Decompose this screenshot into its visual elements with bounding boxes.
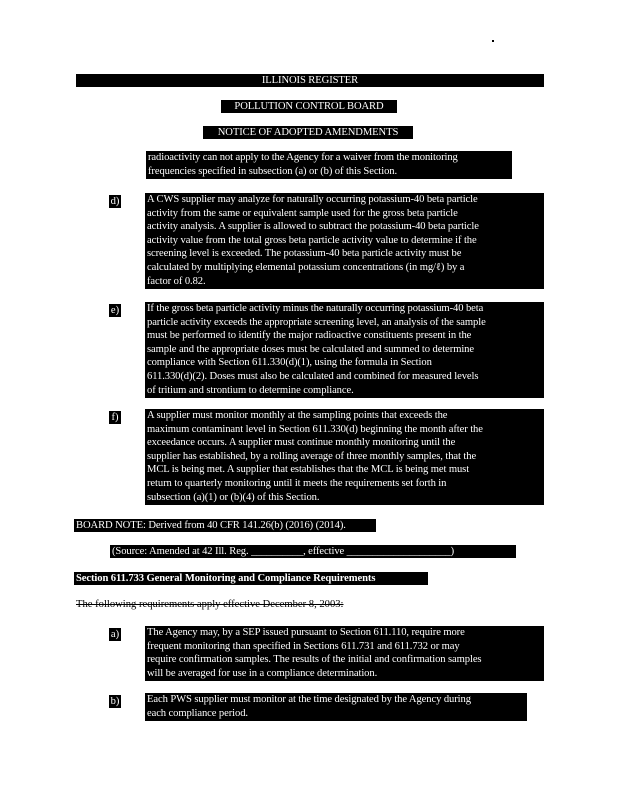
continuation-line: frequencies specified in subsection (a) or (b) of this Section. (148, 165, 398, 177)
paragraph-d (145, 193, 544, 289)
paragraph-line: will be averaged for use in a compliance determination. (147, 667, 378, 679)
paragraph-line: each compliance period. (147, 707, 248, 719)
paragraph-line: particle activity exceeds the appropriate screening level, an analysis of the sample (147, 316, 486, 328)
paragraph-f (145, 409, 544, 505)
paragraph-line: require confirmation samples. The results of the initial and confirmation samples (147, 654, 482, 666)
paragraph-line: of tritium and strontium to determine compliance. (147, 384, 354, 396)
paragraph-line: activity from the same or equivalent sample used for the gross beta particle (147, 207, 458, 219)
register-title: ILLINOIS REGISTER (76, 74, 544, 87)
paragraph-b (145, 693, 527, 721)
paragraph-label-e: e) (110, 305, 120, 316)
paragraph-line: A supplier must monitor monthly at the sampling points that exceeds the (147, 410, 448, 421)
paragraph-line: maximum contaminant level in Section 611.330(d) beginning the month after the (147, 423, 483, 435)
paragraph-label-a: a) (110, 629, 120, 640)
paragraph-line: activity value from the total gross beta particle activity value to determine if the (147, 234, 477, 246)
paragraph-line: factor of 0.82. (147, 275, 206, 287)
paragraph-line: exceedance occurs. A supplier must continue monthly monitoring until the (147, 437, 456, 449)
paragraph-line: calculated by multiplying elemental potassium concentrations (in mg/ℓ) by a (147, 261, 465, 273)
source-line: (Source: Amended at 42 Ill. Reg. __________, effective ____________________) (110, 545, 516, 558)
board-title: POLLUTION CONTROL BOARD (221, 100, 397, 113)
paragraph-line: A CWS supplier may analyze for naturally occurring potassium-40 beta particle (147, 194, 478, 205)
paragraph-a (145, 626, 544, 681)
paragraph-line: activity analysis. A supplier is allowed to subtract the potassium-40 beta particle (147, 221, 479, 233)
paragraph-e (145, 302, 544, 398)
paragraph-line: If the gross beta particle activity minus the naturally occurring potassium-40 beta (147, 303, 484, 314)
paragraph-label-b: b) (110, 696, 120, 707)
struck-intro-line: The following requirements apply effective December 8, 2003: (76, 599, 344, 610)
paragraph-line: subsection (a)(1) or (b)(4) of this Section. (147, 491, 320, 503)
paragraph-label-d: d) (110, 196, 120, 207)
paragraph-line: must be performed to identify the major radioactive constituents present in the (147, 330, 472, 342)
paragraph-line: return to quarterly monitoring until it meets the requirements set forth in (147, 477, 447, 489)
notice-title: NOTICE OF ADOPTED AMENDMENTS (203, 126, 413, 139)
paragraph-label-f: f) (109, 411, 121, 424)
continuation-line: radioactivity can not apply to the Agency for a waiver from the monitoring (148, 152, 458, 163)
paragraph-line: frequent monitoring than specified in Sections 611.731 and 611.732 or may (147, 640, 460, 652)
continuation-text (146, 151, 512, 179)
board-note: BOARD NOTE: Derived from 40 CFR 141.26(b) (2016) (2014). (74, 519, 376, 532)
paragraph-line: supplier has established, by a rolling average of three monthly samples, that the (147, 450, 477, 462)
paragraph-line: sample and the appropriate doses must be calculated and summed to determine (147, 343, 474, 355)
paragraph-line: compliance with Section 611.330(d)(1), using the formula in Section (147, 357, 432, 369)
paragraph-line: 611.330(d)(2). Doses must also be calculated and combined for measured levels (147, 370, 479, 382)
paragraph-line: The Agency may, by a SEP issued pursuant to Section 611.110, require more (147, 627, 465, 638)
paragraph-line: MCL is being met. A supplier that establishes that the MCL is being met must (147, 464, 470, 476)
section-heading: Section 611.733 General Monitoring and Compliance Requirements (74, 572, 428, 585)
scan-artifact (492, 40, 494, 42)
paragraph-line: screening level is exceeded. The potassium-40 beta particle activity must be (147, 248, 462, 260)
paragraph-line: Each PWS supplier must monitor at the time designated by the Agency during (147, 694, 471, 705)
